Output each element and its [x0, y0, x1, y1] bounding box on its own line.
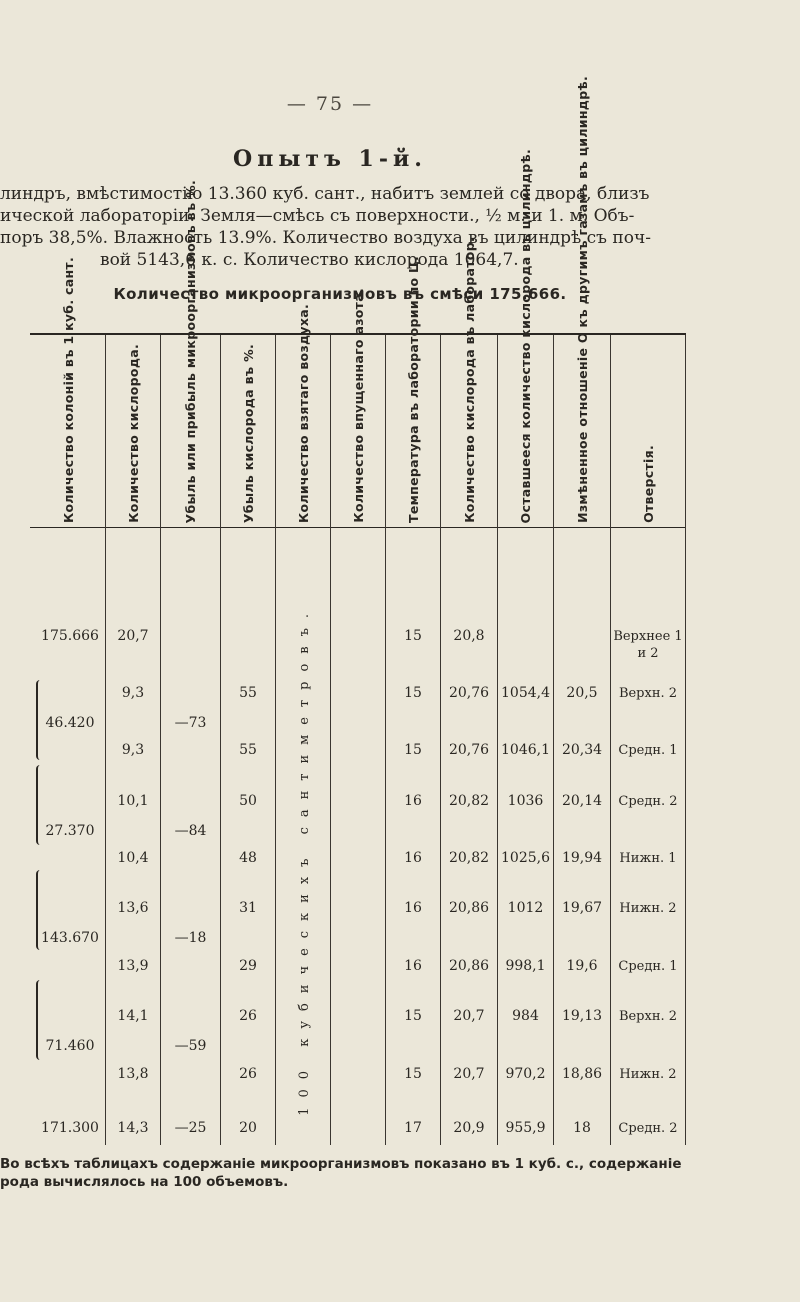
table-cell-temp: 15: [404, 742, 422, 758]
table-cell-temp: 15: [404, 628, 422, 644]
column-header: [331, 288, 385, 523]
table-cell-oxygen: 10,1: [117, 793, 149, 809]
table-cell-hole: Средн. 1: [618, 959, 678, 974]
column-divider: [685, 335, 686, 1145]
column-header: [221, 335, 275, 523]
table-cell-lab_o2: 20,86: [448, 900, 490, 916]
column-header: [161, 179, 220, 523]
column-header: [276, 304, 330, 523]
table-cell-remain: 1046,1: [501, 742, 550, 758]
footnote-line: Во всѣхъ таблицахъ содержаніе микроорганизмовъ показано въ 1 куб. с., содержаніе: [0, 1156, 682, 1172]
header-loss: Убыль кислорода въ %.: [240, 343, 256, 523]
table-cell-change: —18: [174, 930, 207, 946]
table-cell-oxygen: 14,3: [117, 1120, 149, 1136]
header-change: Убыль или прибыль микроорганизмовъ въ %.: [183, 179, 198, 523]
footnote: [0, 1155, 800, 1191]
header-openings: Отверстія.: [640, 445, 656, 523]
table-cell-lab_o2: 20,7: [453, 1008, 485, 1024]
table-cell-loss: 26: [239, 1008, 257, 1024]
column-header: [498, 148, 553, 523]
table-cell-temp: 16: [404, 958, 422, 974]
table-cell-oxygen: 9,3: [121, 685, 145, 701]
table-cell-hole: Нижн. 2: [619, 1067, 677, 1082]
table-cell-loss: 20: [239, 1120, 257, 1136]
header-remaining: Оставшееся количество кислорода въ цилиндрѣ.: [518, 148, 533, 523]
table-cell-hole: Средн. 1: [618, 743, 678, 758]
table-cell-ratio: 19,94: [561, 850, 603, 866]
table-cell-remain: 984: [512, 1008, 539, 1024]
table-cell-lab_o2: 20,86: [448, 958, 490, 974]
table-cell-colonies: 175.666: [41, 628, 99, 644]
table-cell-oxygen: 13,8: [117, 1066, 149, 1082]
table-cell-temp: 15: [404, 685, 422, 701]
table-cell-hole: Верхнее 1 и 2: [613, 629, 683, 661]
table-cell-temp: 15: [404, 1008, 422, 1024]
table-cell-oxygen: 9,3: [121, 742, 145, 758]
table-cell-loss: 48: [239, 850, 257, 866]
table-cell-colonies: 71.460: [45, 1038, 95, 1054]
air-volume-note: 100 кубическихъ сантиметровъ.: [296, 604, 312, 1116]
table-cell-loss: 50: [239, 793, 257, 809]
table-cell-ratio: 19,67: [561, 900, 603, 916]
header-temp: Температура въ лаборатории по Ц.: [405, 256, 421, 523]
header-nitrogen: Количество впущеннаго азота.: [350, 288, 366, 523]
table-cell-lab_o2: 20,8: [453, 628, 485, 644]
table-cell-colonies: 171.300: [41, 1120, 99, 1136]
intro-line: линдръ, вмѣстимостію 13.360 куб. сант., набитъ землей со двора, близъ: [0, 184, 650, 204]
column-header: [386, 256, 440, 523]
table-cell-hole: Верхн. 2: [618, 1009, 678, 1024]
header-oxygen: Количество кислорода.: [125, 344, 141, 523]
table-cell-oxygen: 10,4: [117, 850, 149, 866]
header-lab-oxygen: Количество кислорода въ лаборатор.: [461, 237, 477, 523]
table-cell-oxygen: 13,6: [117, 900, 149, 916]
table-cell-loss: 55: [239, 685, 257, 701]
table-cell-remain: 955,9: [505, 1120, 546, 1136]
table-cell-ratio: 20,14: [561, 793, 603, 809]
column-header: [611, 335, 685, 523]
table-cell-change: —25: [174, 1120, 207, 1136]
header-colonies: Количество колоній въ 1 куб. сант.: [60, 257, 76, 523]
page-title: Опытъ 1-й.: [233, 146, 427, 172]
header-air: Количество взятаго воздуха.: [295, 304, 311, 523]
table-caption: Количество микроорганизмовъ въ смѣси 175.666.: [113, 285, 567, 303]
footnote-line: рода вычислялось на 100 объемовъ.: [0, 1174, 289, 1190]
table-cell-temp: 17: [404, 1120, 422, 1136]
table-cell-temp: 15: [404, 1066, 422, 1082]
table-cell-oxygen: 13,9: [117, 958, 149, 974]
table-cell-remain: 1054,4: [501, 685, 550, 701]
table-cell-loss: 29: [239, 958, 257, 974]
column-header: [441, 237, 497, 523]
table-cell-colonies: 46.420: [45, 715, 95, 731]
intro-paragraph: [0, 183, 800, 271]
column-header: [106, 335, 160, 523]
table-cell-loss: 26: [239, 1066, 257, 1082]
table-cell-temp: 16: [404, 850, 422, 866]
table-cell-lab_o2: 20,82: [448, 793, 490, 809]
header-ratio: Измѣненное отношеніе O къ другимъ газамъ въ цилиндрѣ.: [574, 76, 590, 523]
table-cell-colonies: 27.370: [45, 823, 95, 839]
table-cell-hole: Средн. 2: [618, 794, 678, 809]
table-cell-change: —59: [174, 1038, 207, 1054]
table-cell-oxygen: 20,7: [117, 628, 149, 644]
table-cell-change: —73: [174, 715, 207, 731]
table-cell-ratio: 20,34: [561, 742, 603, 758]
table-cell-temp: 16: [404, 793, 422, 809]
table-cell-loss: 55: [239, 742, 257, 758]
column-header: [32, 257, 104, 523]
table-cell-remain: 970,2: [505, 1066, 546, 1082]
table-cell-remain: 998,1: [505, 958, 546, 974]
table-cell-loss: 31: [239, 900, 257, 916]
table-cell-hole: Нижн. 1: [619, 851, 677, 866]
table-cell-ratio: 18: [573, 1120, 591, 1136]
table-cell-lab_o2: 20,76: [448, 685, 490, 701]
table-cell-lab_o2: 20,7: [453, 1066, 485, 1082]
header-bottom-rule: [30, 527, 686, 528]
table-cell-temp: 16: [404, 900, 422, 916]
table-cell-remain: 1012: [507, 900, 544, 916]
table-cell-remain: 1036: [507, 793, 544, 809]
table-cell-hole: Верхн. 2: [618, 686, 678, 701]
table-cell-ratio: 20,5: [566, 685, 598, 701]
intro-line: поръ 38,5%. Влажность 13.9%. Количество воздуха въ цилиндрѣ съ поч-: [0, 228, 651, 248]
table-cell-hole: Нижн. 2: [619, 901, 677, 916]
table-cell-oxygen: 14,1: [117, 1008, 149, 1024]
table-cell-ratio: 19,6: [566, 958, 598, 974]
table-cell-remain: 1025,6: [501, 850, 550, 866]
table-cell-lab_o2: 20,76: [448, 742, 490, 758]
table-cell-change: —84: [174, 823, 207, 839]
column-header: [554, 76, 610, 523]
table-cell-hole: Средн. 2: [618, 1121, 678, 1136]
intro-line: ической лабораторіи. Земля—смѣсь съ поверхности., ½ м. и 1. м. Объ-: [0, 206, 635, 226]
page-number: — 75 —: [286, 93, 374, 115]
table-cell-lab_o2: 20,82: [448, 850, 490, 866]
table-cell-ratio: 19,13: [561, 1008, 603, 1024]
table-cell-colonies: 143.670: [41, 930, 99, 946]
table-cell-ratio: 18,86: [561, 1066, 603, 1082]
intro-line: вой 5143,6 к. с. Количество кислорода 1064,7.: [100, 250, 519, 270]
table-cell-lab_o2: 20,9: [453, 1120, 485, 1136]
